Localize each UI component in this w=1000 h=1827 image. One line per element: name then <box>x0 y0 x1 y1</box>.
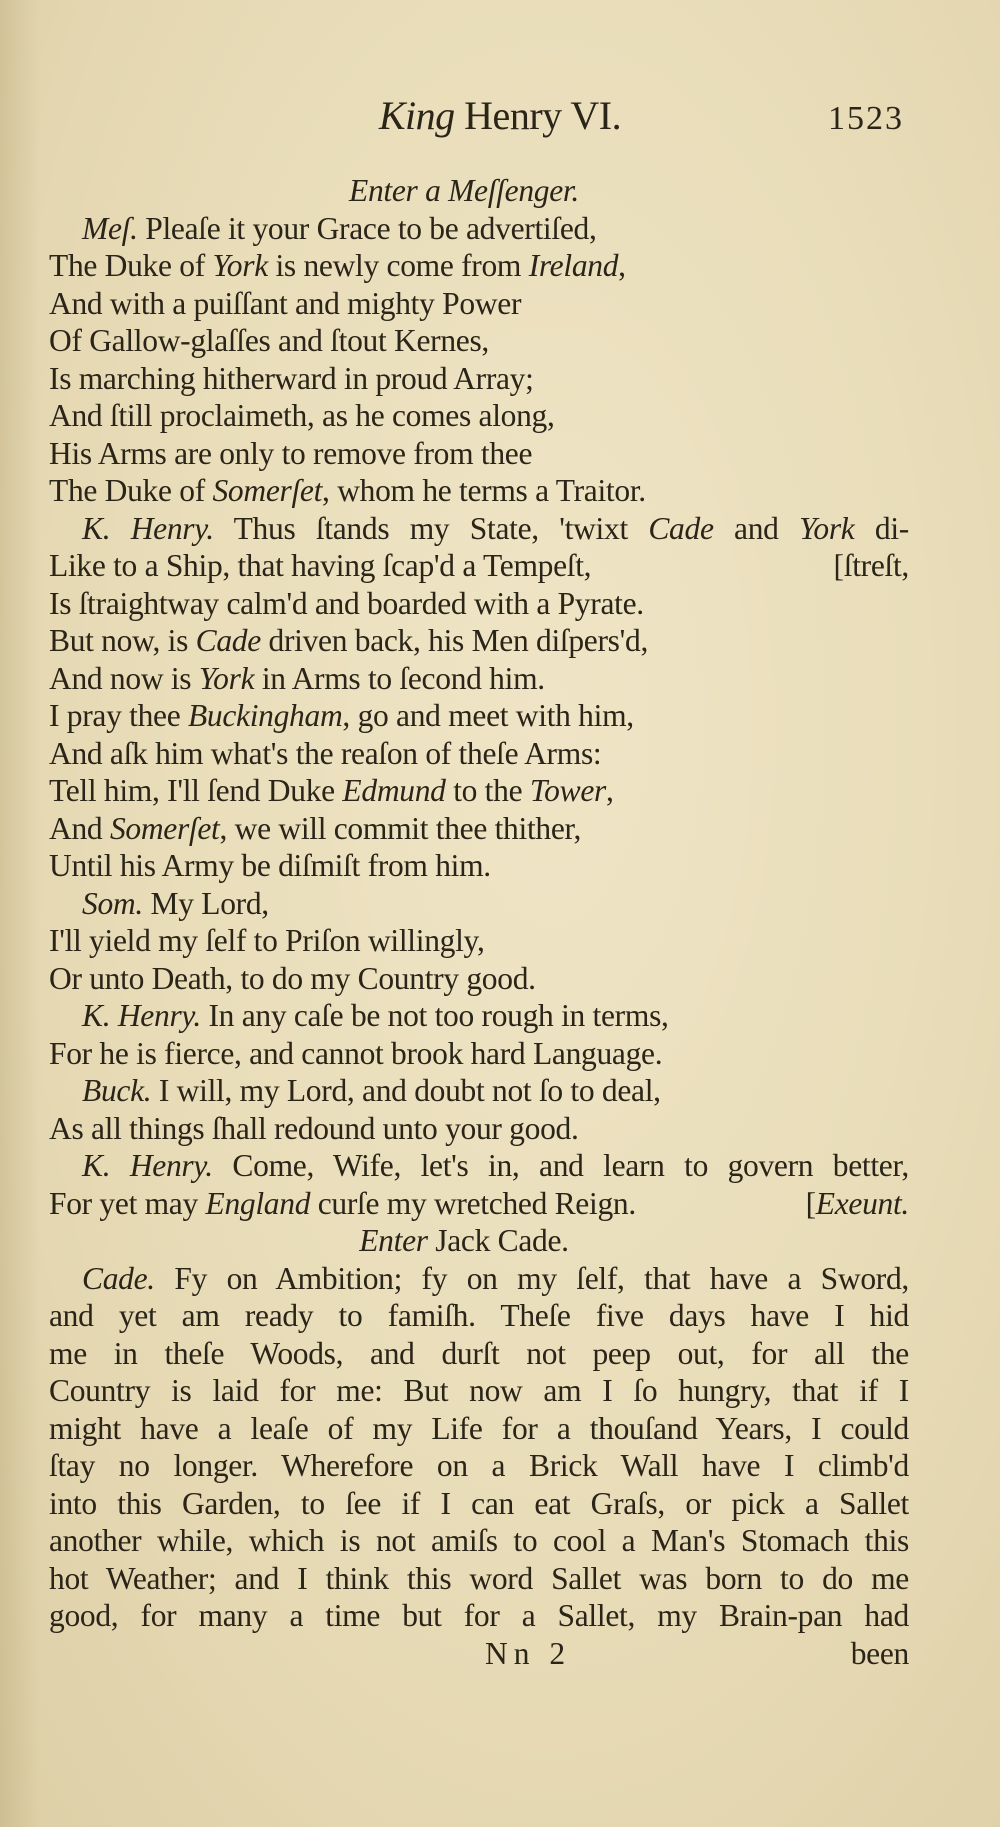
text-segment: into this Garden, to ſee if I can eat Graſs, or pick a Sallet <box>49 1485 909 1521</box>
text-segment: Fy on Ambition; fy on my ſelf, that have a Sword, <box>154 1260 909 1296</box>
text-line <box>49 1185 909 1223</box>
text-segment: My Lord, <box>142 885 269 921</box>
text-line <box>49 1072 909 1110</box>
text-segment: in Arms to ſecond him. <box>254 660 545 696</box>
italic-text: York <box>212 248 268 283</box>
italic-text: Exeunt. <box>815 1185 909 1221</box>
text-line <box>49 435 909 473</box>
text-segment: Thus ſtands my State, 'twixt <box>213 510 649 546</box>
text-segment: driven back, his Men diſpers'd, <box>260 623 649 658</box>
text-segment: I pray thee <box>49 698 188 733</box>
text-line <box>49 885 909 923</box>
text-segment: Pleaſe it your Grace to be advertiſed, <box>137 210 597 246</box>
text-line <box>49 1297 909 1335</box>
page-gutter-shadow <box>0 0 40 1827</box>
text-line <box>49 322 909 360</box>
body-text <box>49 172 909 1672</box>
text-line <box>49 247 909 285</box>
text-segment: The Duke of <box>49 473 213 508</box>
italic-text: Buckingham <box>187 698 343 733</box>
text-segment: might have a leaſe of my Life for a thouſand Years, I could <box>49 1410 909 1446</box>
italic-text: Som. <box>82 885 143 921</box>
text-segment: and <box>713 510 800 546</box>
text-line <box>49 1335 909 1373</box>
text-segment: For he is fierce, and cannot brook hard Language. <box>49 1035 663 1071</box>
text-segment: good, for many a time but for a Sallet, my Brain-pan had <box>49 1598 909 1633</box>
italic-text: Buck. <box>82 1073 152 1108</box>
text-segment: But now, is <box>49 623 196 658</box>
text-segment: I'll yield my ſelf to Priſon willingly, <box>49 923 485 958</box>
text-segment: Jack Cade. <box>427 1223 569 1258</box>
text-segment: And aſk him what's the reaſon of theſe Arms: <box>49 735 602 771</box>
turnover-text <box>806 1185 909 1223</box>
text-segment: and yet am ready to famiſh. Theſe five days have I hid <box>49 1298 909 1333</box>
text-line <box>49 1597 909 1635</box>
italic-text: York <box>198 660 255 696</box>
italic-text: K. Henry. <box>82 1148 213 1183</box>
italic-text: England <box>205 1185 311 1221</box>
text-line <box>49 360 909 398</box>
text-segment: is newly come from <box>267 248 529 283</box>
text-segment: me in theſe Woods, and durſt not peep out, for all the <box>49 1335 909 1371</box>
italic-text: York <box>799 510 855 546</box>
text-segment: And with a puiſſant and mighty Power <box>49 285 522 321</box>
text-segment: Is marching hitherward in proud Array; <box>49 360 534 396</box>
text-line <box>49 397 909 435</box>
text-segment: Is ſtraightway calm'd and boarded with a Pyrate. <box>49 585 644 621</box>
text-segment: In any caſe be not too rough in terms, <box>200 998 669 1033</box>
text-segment: Come, Wife, let's in, and learn to govern better, <box>212 1148 909 1183</box>
text-line <box>49 1560 909 1598</box>
text-line <box>49 660 909 698</box>
text-line <box>49 1522 909 1560</box>
text-segment: His Arms are only to remove from thee <box>49 435 533 471</box>
text-line <box>49 1372 909 1410</box>
turnover-text <box>834 547 909 585</box>
italic-text: K. Henry. <box>82 998 201 1033</box>
italic-text: Enter <box>359 1223 428 1258</box>
text-segment: The Duke of <box>49 248 213 283</box>
italic-text: Ireland <box>528 248 619 283</box>
text-segment: For yet may <box>49 1185 206 1221</box>
text-segment: Until his Army be diſmiſt from him. <box>49 848 491 883</box>
text-line <box>49 772 909 810</box>
text-line <box>49 1147 909 1185</box>
text-line <box>49 1110 909 1148</box>
italic-text: Cade <box>648 510 714 546</box>
text-segment: , we will commit thee thither, <box>219 810 582 846</box>
italic-text: K. Henry. <box>82 510 214 546</box>
text-segment: to the <box>445 773 530 808</box>
text-segment: , <box>605 773 614 808</box>
catchword: been <box>850 1635 909 1671</box>
text-line <box>49 285 909 323</box>
text-segment: Or unto Death, to do my Country good. <box>49 960 536 996</box>
text-segment: And now is <box>49 660 199 696</box>
text-line <box>49 997 909 1035</box>
text-segment: curſe my wretched Reign. <box>310 1185 636 1221</box>
text-line <box>49 585 909 623</box>
text-segment: And ſtill proclaimeth, as he comes along, <box>49 398 555 433</box>
text-segment: Tell him, I'll ſend Duke <box>49 773 343 808</box>
text-segment: Of Gallow-glaſſes and ſtout Kernes, <box>49 323 490 358</box>
text-line <box>49 510 909 548</box>
italic-text: Meſ. <box>82 210 138 246</box>
italic-text: Cade. <box>82 1260 155 1296</box>
text-line <box>49 697 909 735</box>
text-segment: Like to a Ship, that having ſcap'd a Tempeſt, <box>49 548 592 583</box>
italic-text: Somerſet <box>109 810 220 846</box>
text-segment: [ſtreſt, <box>833 548 909 583</box>
italic-text: Edmund <box>342 773 446 808</box>
text-line <box>49 172 909 210</box>
text-segment: As all things ſhall redound unto your good. <box>49 1110 579 1146</box>
text-line <box>49 735 909 773</box>
text-line <box>49 922 909 960</box>
text-line <box>49 472 909 510</box>
running-head-italic: King <box>378 93 455 138</box>
text-line <box>49 622 909 660</box>
italic-text: Somerſet <box>212 473 323 508</box>
text-line <box>49 1035 909 1073</box>
text-line <box>49 810 909 848</box>
text-line <box>49 1447 909 1485</box>
text-line <box>49 960 909 998</box>
text-line <box>49 847 909 885</box>
text-segment: I will, my Lord, and doubt not ſo to deal, <box>151 1073 661 1108</box>
text-line <box>49 547 909 585</box>
text-line <box>49 1410 909 1448</box>
italic-text: Tower <box>529 773 606 808</box>
text-segment: hot Weather; and I think this word Sallet was born to do me <box>49 1560 909 1596</box>
text-segment: [ <box>805 1185 816 1221</box>
running-head-roman: Henry VI. <box>454 93 622 138</box>
text-segment: di- <box>854 510 909 546</box>
text-line <box>49 1485 909 1523</box>
signature-mark: Nn 2 <box>485 1635 572 1671</box>
italic-text: Cade <box>195 623 261 658</box>
text-line <box>49 210 909 248</box>
text-segment: , go and meet with him, <box>342 698 634 733</box>
text-line <box>49 1222 909 1260</box>
text-line <box>49 1260 909 1298</box>
footer-line <box>49 1635 909 1673</box>
text-segment: , whom he terms a Traitor. <box>322 473 646 508</box>
text-segment: Country is laid for me: But now am I ſo hungry, that if I <box>49 1373 909 1408</box>
text-segment: , <box>618 248 626 283</box>
italic-text: Enter a Meſſenger. <box>349 173 579 208</box>
text-segment: ſtay no longer. Wherefore on a Brick Wall have I climb'd <box>49 1448 909 1483</box>
text-segment: And <box>49 810 110 846</box>
text-segment: another while, which is not amiſs to cool a Man's Stomach this <box>49 1523 909 1558</box>
page-number: 1523 <box>828 100 904 137</box>
